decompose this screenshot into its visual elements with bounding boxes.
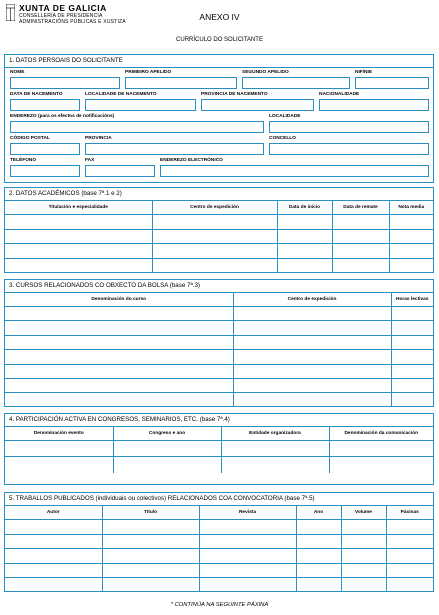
- table-cell[interactable]: [102, 563, 199, 578]
- table-cell[interactable]: [5, 350, 233, 364]
- table-cell[interactable]: [221, 441, 329, 457]
- table-cell[interactable]: [391, 321, 433, 335]
- enderezo-field[interactable]: [10, 121, 264, 133]
- table-row: [5, 534, 433, 549]
- table-cell[interactable]: [389, 258, 433, 273]
- table-row: [5, 563, 433, 578]
- label-nif: NIF/NIE: [355, 70, 373, 75]
- table-cell[interactable]: [391, 364, 433, 378]
- table-row: [5, 393, 433, 407]
- table-cell[interactable]: [386, 563, 433, 578]
- table-cell[interactable]: [391, 350, 433, 364]
- label-telefono: TELÉFONO: [10, 158, 37, 163]
- table-cell[interactable]: [386, 520, 433, 535]
- table-cell[interactable]: [5, 258, 152, 273]
- localidade-field[interactable]: [269, 121, 429, 133]
- table-cell[interactable]: [113, 457, 221, 473]
- table-cell[interactable]: [5, 549, 102, 564]
- publications-table: [5, 506, 433, 592]
- label-data-nacemento: DATA DE NACEMENTO: [10, 92, 63, 97]
- brand-name: XUNTA DE GALICIA: [19, 3, 107, 13]
- table-cell[interactable]: [233, 321, 391, 335]
- table-cell[interactable]: [5, 520, 102, 535]
- column-header: Ano: [296, 506, 341, 520]
- label-codigo-postal: CÓDIGO POSTAL: [10, 136, 50, 141]
- table-cell[interactable]: [296, 534, 341, 549]
- provincia-field[interactable]: [85, 143, 264, 155]
- table-row: [5, 321, 433, 335]
- column-header: Data de remate: [332, 201, 389, 215]
- table-cell[interactable]: [5, 229, 152, 244]
- table-row: [5, 215, 433, 230]
- column-header: Volume: [341, 506, 386, 520]
- table-row: [5, 520, 433, 535]
- label-localidade: LOCALIDADE: [269, 114, 301, 119]
- section-personal-data: [4, 54, 434, 183]
- label-segundo-apelido: SEGUNDO APELIDO: [242, 70, 289, 75]
- table-row: [5, 457, 433, 473]
- enderezo-electronico-field[interactable]: [160, 165, 429, 177]
- table-cell[interactable]: [391, 335, 433, 349]
- table-cell[interactable]: [277, 229, 332, 244]
- label-localidade-nacemento: LOCALIDADE DE NACEMENTO: [85, 92, 157, 97]
- congresses-table: [5, 427, 433, 473]
- label-nome: NOME: [10, 70, 25, 75]
- section-title: 5. TRABALLOS PUBLICADOS (individuais ou colectivos) RELACIONADOS COA CONVOCATORIA (base 7ª.5): [5, 493, 433, 506]
- table-cell[interactable]: [341, 534, 386, 549]
- academic-table: [5, 201, 433, 273]
- table-cell[interactable]: [5, 335, 233, 349]
- page-title: ANEXO IV: [199, 12, 240, 22]
- column-header: Revista: [199, 506, 296, 520]
- table-cell[interactable]: [329, 457, 433, 473]
- department-line-2: ADMINISTRACIÓNS PÚBLICAS E XUSTIZA: [19, 19, 126, 25]
- table-cell[interactable]: [296, 563, 341, 578]
- table-row: [5, 244, 433, 259]
- label-provincia-nacemento: PROVINCIA DE NACEMENTO: [201, 92, 268, 97]
- table-cell[interactable]: [386, 549, 433, 564]
- label-fax: FAX: [85, 158, 95, 163]
- column-header: Nota media: [389, 201, 433, 215]
- table-cell[interactable]: [113, 441, 221, 457]
- continue-note: * CONTINÚA NA SEGUINTE PÁXINA: [170, 602, 269, 608]
- table-cell[interactable]: [152, 229, 277, 244]
- provincia-nacemento-field[interactable]: [201, 99, 314, 111]
- table-cell[interactable]: [199, 549, 296, 564]
- table-row: [5, 378, 433, 392]
- label-concello: CONCELLO: [269, 136, 296, 141]
- nacionalidade-field[interactable]: [319, 99, 429, 111]
- fax-field[interactable]: [85, 165, 155, 177]
- table-row: [5, 441, 433, 457]
- label-provincia: PROVINCIA: [85, 136, 112, 141]
- table-cell[interactable]: [341, 578, 386, 593]
- table-cell[interactable]: [5, 244, 152, 259]
- department-line-1: CONSELLERÍA DE PRESIDENCIA: [19, 13, 103, 19]
- column-header: Centro de expedición: [152, 201, 277, 215]
- table-row: [5, 578, 433, 593]
- table-cell[interactable]: [102, 549, 199, 564]
- courses-table: [5, 293, 433, 407]
- table-row: [5, 549, 433, 564]
- section-title: 1. DATOS PERSOAIS DO SOLICITANTE: [5, 55, 433, 68]
- table-cell[interactable]: [233, 378, 391, 392]
- table-cell[interactable]: [5, 457, 113, 473]
- table-cell[interactable]: [296, 520, 341, 535]
- label-enderezo-electronico: ENDEREZO ELECTRÓNICO: [160, 158, 223, 163]
- primeiro-apelido-field[interactable]: [125, 77, 237, 89]
- table-cell[interactable]: [233, 335, 391, 349]
- data-nacemento-field[interactable]: [10, 99, 80, 111]
- table-cell[interactable]: [386, 534, 433, 549]
- localidade-nacemento-field[interactable]: [85, 99, 196, 111]
- table-cell[interactable]: [5, 563, 102, 578]
- table-cell[interactable]: [233, 307, 391, 321]
- table-cell[interactable]: [199, 578, 296, 593]
- column-header: Entidade organizadora: [221, 427, 329, 441]
- section-congresses: [4, 413, 434, 485]
- section-academic-data: [4, 187, 434, 273]
- table-cell[interactable]: [233, 393, 391, 407]
- table-cell[interactable]: [152, 244, 277, 259]
- table-row: [5, 364, 433, 378]
- section-courses: [4, 279, 434, 407]
- table-cell[interactable]: [5, 307, 233, 321]
- section-title: 3. CURSOS RELACIONADOS CO OBXECTO DA BOLSA (base 7ª.3): [5, 280, 433, 293]
- column-header: Título: [102, 506, 199, 520]
- column-header: Horas lectivas: [391, 293, 433, 307]
- concello-field[interactable]: [269, 143, 429, 155]
- section-publications: [4, 492, 434, 592]
- segundo-apelido-field[interactable]: [242, 77, 350, 89]
- table-row: [5, 258, 433, 273]
- table-cell[interactable]: [332, 229, 389, 244]
- table-cell[interactable]: [391, 378, 433, 392]
- table-cell[interactable]: [391, 307, 433, 321]
- table-cell[interactable]: [341, 549, 386, 564]
- table-cell[interactable]: [102, 520, 199, 535]
- table-cell[interactable]: [332, 258, 389, 273]
- table-cell[interactable]: [5, 393, 233, 407]
- table-cell[interactable]: [233, 364, 391, 378]
- table-cell[interactable]: [386, 578, 433, 593]
- table-cell[interactable]: [277, 244, 332, 259]
- table-cell[interactable]: [5, 215, 152, 230]
- column-header: Denominación evento: [5, 427, 113, 441]
- label-enderezo: ENDEREZO (para os efectos de notificacións): [10, 114, 115, 119]
- table-cell[interactable]: [102, 578, 199, 593]
- table-row: [5, 307, 433, 321]
- table-row: [5, 229, 433, 244]
- table-cell[interactable]: [221, 457, 329, 473]
- table-cell[interactable]: [5, 578, 102, 593]
- codigo-postal-field[interactable]: [10, 143, 80, 155]
- column-header: Denominación do curso: [5, 293, 233, 307]
- table-cell[interactable]: [389, 244, 433, 259]
- table-cell[interactable]: [341, 563, 386, 578]
- table-cell[interactable]: [332, 244, 389, 259]
- table-cell[interactable]: [329, 441, 433, 457]
- column-header: Titulación e especialidade: [5, 201, 152, 215]
- table-cell[interactable]: [199, 563, 296, 578]
- table-cell[interactable]: [277, 215, 332, 230]
- table-cell[interactable]: [296, 578, 341, 593]
- table-cell[interactable]: [233, 350, 391, 364]
- telefono-field[interactable]: [10, 165, 80, 177]
- column-header: Denominación da comunicación: [329, 427, 433, 441]
- table-cell[interactable]: [341, 520, 386, 535]
- table-cell[interactable]: [5, 534, 102, 549]
- column-header: Congreso e ano: [113, 427, 221, 441]
- table-cell[interactable]: [199, 520, 296, 535]
- table-row: [5, 350, 433, 364]
- label-primeiro-apelido: PRIMEIRO APELIDO: [125, 70, 172, 75]
- table-cell[interactable]: [5, 441, 113, 457]
- nome-field[interactable]: [10, 77, 120, 89]
- table-row: [5, 335, 433, 349]
- column-header: Centro de expedición: [233, 293, 391, 307]
- page-subtitle: CURRÍCULO DO SOLICITANTE: [176, 37, 263, 43]
- table-cell[interactable]: [5, 378, 233, 392]
- table-cell[interactable]: [152, 258, 277, 273]
- table-cell[interactable]: [5, 321, 233, 335]
- table-cell[interactable]: [296, 549, 341, 564]
- table-cell[interactable]: [389, 229, 433, 244]
- column-header: Páxinas: [386, 506, 433, 520]
- table-cell[interactable]: [102, 534, 199, 549]
- table-cell[interactable]: [5, 364, 233, 378]
- table-cell[interactable]: [277, 258, 332, 273]
- table-cell[interactable]: [391, 393, 433, 407]
- nif-field[interactable]: [355, 77, 429, 89]
- column-header: Data de inicio: [277, 201, 332, 215]
- column-header: Autor: [5, 506, 102, 520]
- label-nacionalidade: NACIONALIDADE: [319, 92, 360, 97]
- table-cell[interactable]: [332, 215, 389, 230]
- table-cell[interactable]: [199, 534, 296, 549]
- table-cell[interactable]: [152, 215, 277, 230]
- table-cell[interactable]: [389, 215, 433, 230]
- section-title: 4. PARTICIPACIÓN ACTIVA EN CONGRESOS, SEMINARIOS, ETC. (base 7ª.4): [5, 414, 433, 427]
- section-title: 2. DATOS ACADÉMICOS (base 7ª.1 e 2): [5, 188, 433, 201]
